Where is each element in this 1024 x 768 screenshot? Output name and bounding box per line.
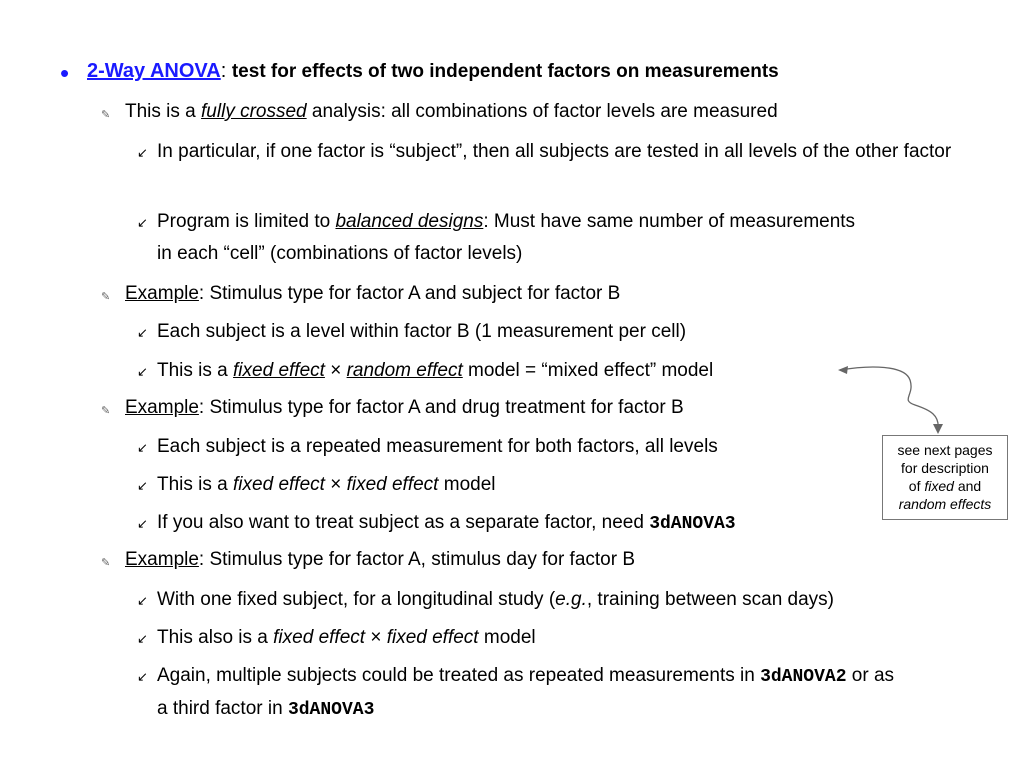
arrow-icon: ↙ (137, 364, 148, 379)
note-line4: random effects (898, 496, 992, 512)
callout-arrow (830, 360, 950, 440)
s4-sub3-pre: Again, multiple subjects could be treated as repeated measurements in (157, 665, 761, 686)
s2-sub2-pre: This is a (157, 360, 234, 381)
s4-line (125, 549, 635, 571)
s3-line (125, 397, 684, 419)
s2-sub2-em2: random effect (346, 360, 463, 381)
heading-bullet: • (60, 58, 70, 88)
slide-heading (87, 60, 779, 83)
arrow-icon: ↙ (137, 478, 148, 493)
note-line2: for description (901, 460, 989, 476)
arrow-icon: ↙ (137, 145, 148, 160)
arrow-icon: ↙ (137, 593, 148, 608)
s1-sub2-post: : Must have same number of measurements in each “cell” (combinations of factor levels) (157, 211, 856, 264)
code-3danova3: 3dANOVA3 (649, 514, 736, 534)
s3-text: : Stimulus type for factor A and drug treatment for factor B (198, 397, 684, 418)
s1-sub2-pre: Program is limited to (157, 211, 336, 232)
s3-sub2-post: model (438, 474, 496, 495)
pencil-icon: ✎ (101, 405, 111, 417)
s4-sub1 (157, 584, 834, 616)
s3-sub3-pre: If you also want to treat subject as a separate factor, need (157, 512, 650, 533)
s4-sub3 (157, 660, 897, 726)
s4-sub1-post: , training between scan days) (586, 589, 834, 610)
times-symbol: × (324, 474, 347, 495)
callout-arrowhead-left (838, 366, 848, 374)
s1-sub2-emphasis: balanced designs (335, 211, 484, 232)
s3-sub3 (157, 507, 736, 540)
code-3danova2: 3dANOVA2 (760, 667, 847, 687)
s1-post: analysis: all combinations of factor levels are measured (306, 101, 778, 122)
arrow-icon: ↙ (137, 631, 148, 646)
s2-sub2-em1: fixed effect (233, 360, 325, 381)
s3-sub1: Each subject is a repeated measurement for both factors, all levels (157, 436, 718, 457)
arrow-icon: ↙ (137, 516, 148, 531)
note-line3 (883, 477, 1007, 495)
pencil-icon: ✎ (101, 109, 111, 121)
times-symbol: × (365, 627, 387, 648)
arrow-icon: ↙ (137, 669, 148, 684)
note-line3-em: fixed (924, 478, 954, 494)
s4-example-label: Example (125, 549, 199, 570)
s2-sub2 (157, 355, 713, 387)
note-line3-pre: of (908, 478, 925, 494)
s2-line (125, 283, 620, 305)
s4-sub1-em: e.g. (555, 589, 587, 610)
note-line3-post: and (953, 478, 982, 494)
s2-text: : Stimulus type for factor A and subject for factor B (198, 283, 621, 304)
s3-sub2-pre: This is a (157, 474, 234, 495)
times-symbol: × (324, 360, 347, 381)
s4-text: : Stimulus type for factor A, stimulus day for factor B (198, 549, 636, 570)
s1-emphasis: fully crossed (201, 101, 307, 122)
s1-line (125, 101, 778, 123)
pencil-icon: ✎ (101, 557, 111, 569)
s3-sub2-em2: fixed effect (346, 474, 439, 495)
s4-sub2-em2: fixed effect (386, 627, 479, 648)
s3-example-label: Example (125, 397, 199, 418)
anova-link[interactable]: 2-Way ANOVA (87, 60, 221, 82)
s4-sub2-em1: fixed effect (273, 627, 366, 648)
pencil-icon: ✎ (101, 291, 111, 303)
heading-description: test for effects of two independent factors on measurements (231, 61, 779, 82)
s3-sub2-em1: fixed effect (233, 474, 325, 495)
s1-pre: This is a (125, 101, 202, 122)
callout-arrowhead-down (933, 424, 943, 434)
callout-arrow-path (840, 367, 938, 430)
s4-sub1-pre: With one fixed subject, for a longitudinal study ( (157, 589, 556, 610)
arrow-icon: ↙ (137, 325, 148, 340)
s4-sub2 (157, 622, 536, 654)
s2-sub2-post: model = “mixed effect” model (462, 360, 714, 381)
code-3danova3: 3dANOVA3 (287, 700, 375, 720)
arrow-icon: ↙ (137, 440, 148, 455)
s4-sub3-mid: or as a third factor in (157, 665, 895, 719)
s2-example-label: Example (125, 283, 199, 304)
note-box (882, 435, 1008, 520)
heading-colon: : (220, 60, 227, 82)
s2-sub1: Each subject is a level within factor B (1 measurement per cell) (157, 321, 687, 342)
s1-sub2 (157, 206, 857, 270)
s3-sub2 (157, 469, 496, 501)
note-line1: see next pages (897, 442, 993, 458)
s4-sub2-post: model (478, 627, 536, 648)
s4-sub2-pre: This also is a (157, 627, 274, 648)
s1-sub1: In particular, if one factor is “subject”, then all subjects are tested in all levels of the other factor (157, 141, 952, 162)
arrow-icon: ↙ (137, 215, 148, 230)
